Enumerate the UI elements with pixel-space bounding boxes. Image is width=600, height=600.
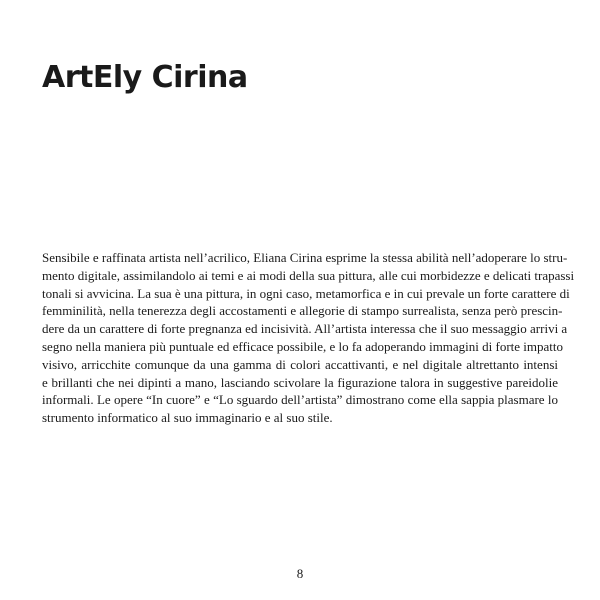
paragraph-line: strumento informatico al suo immaginario e al suo stile. (42, 410, 333, 426)
page-number: 8 (296, 566, 304, 581)
paragraph-line: mento digitale, assimilandolo ai temi e ai modi della sua pittura, alle cui morbidezze e delicati trapassi (42, 267, 575, 283)
paragraph-line: tonali si avvicina. La sua è una pittura, in ogni caso, metamorfica e in cui prevale un forte carattere di (42, 285, 570, 301)
paragraph-line: e brillanti che nei dipinti a mano, lasciando scivolare la figurazione talora in suggestive pareidolie (42, 374, 558, 390)
paragraph-line: informali. Le opere “In cuore” e “Lo sguardo dell’artista” dimostrano come ella sappia plasmare lo (42, 392, 558, 408)
body-paragraph (42, 249, 575, 427)
page-title: ArtEly Cirina (42, 60, 248, 95)
paragraph-line: dere da un carattere di forte pregnanza ed incisività. All’artista interessa che il suo messaggio arrivi a (42, 321, 568, 337)
paragraph-line: segno nella maniera più puntuale ed efficace possibile, e lo fa adoperando immagini di forte impatto (42, 338, 564, 354)
paragraph-line: femminilità, nella tenerezza degli accostamenti e allegorie di stampo surrealista, senza però prescin- (42, 303, 563, 319)
paragraph-line: visivo, arricchite comunque da una gamma di colori accattivanti, e nel digitale altrettanto intensi (42, 356, 558, 372)
paragraph-line: Sensibile e raffinata artista nell’acrilico, Eliana Cirina esprime la stessa abilità nell’adoperare lo stru- (42, 250, 568, 265)
